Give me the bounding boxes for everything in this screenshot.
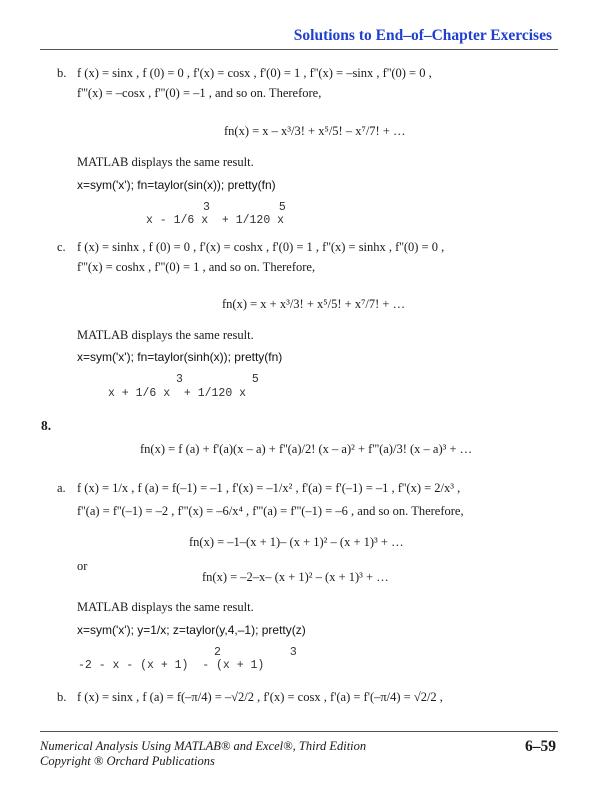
part-c-derivatives-line2: f'''(x) = coshx , f'''(0) = 1 , and so on. Therefore, [77,260,316,274]
part-b-matlab-note: MATLAB displays the same result. [77,155,254,169]
ex8-part-a-matlab-code: x=sym('x'); y=1/x; z=taylor(y,4,–1); pretty(z) [77,623,306,637]
ex8-part-a-derivatives-line1: f (x) = 1/x , f (a) = f(–1) = –1 , f'(x) = –1/x² , f'(a) = f'(–1) = –1 , f''(x) = 2/x³ , [77,481,461,495]
part-c-taylor-series: fn(x) = x + x³/3! + x⁵/5! + x⁷/7! + … [222,297,406,311]
footer-book-title: Numerical Analysis Using MATLAB® and Excel®, Third Edition [40,739,367,753]
part-c-matlab-code: x=sym('x'); fn=taylor(sinh(x)); pretty(fn) [77,350,283,364]
part-b-label: b. [57,66,67,80]
footer-divider [40,731,558,732]
ex8-part-a-or: or [77,559,88,573]
part-c-label: c. [57,240,66,254]
ex8-part-a-output-exponents: 2 3 [214,646,297,659]
part-b-derivatives-line2: f'''(x) = –cosx , f'''(0) = –1 , and so on. Therefore, [77,86,322,100]
part-c-matlab-note: MATLAB displays the same result. [77,328,254,342]
ex8-part-a-series-2: fn(x) = –2–x– (x + 1)² – (x + 1)³ + … [202,570,389,584]
part-b-taylor-series: fn(x) = x – x³/3! + x⁵/5! – x⁷/7! + … [224,124,406,138]
ex8-part-a-series-1: fn(x) = –1–(x + 1)– (x + 1)² – (x + 1)³ + … [189,535,404,549]
running-header-title: Solutions to End–of–Chapter Exercises [293,27,552,44]
page-number: 6–59 [525,738,556,755]
ex8-part-a-label: a. [57,481,66,495]
footer-copyright: Copyright ® Orchard Publications [40,754,215,768]
ex8-part-a-matlab-note: MATLAB displays the same result. [77,600,254,614]
part-b-output-exponents: 3 5 [203,201,286,214]
ex8-part-a-output: -2 - x - (x + 1) - (x + 1) [78,659,265,672]
ex8-part-a-derivatives-line2: f''(a) = f''(–1) = –2 , f'''(x) = –6/x⁴ , f'''(a) = f'''(–1) = –6 , and so on. Therefore, [77,504,464,518]
part-b-derivatives-line1: f (x) = sinx , f (0) = 0 , f'(x) = cosx , f'(0) = 1 , f''(x) = –sinx , f''(0) = 0 , [77,66,432,80]
ex8-part-b-derivatives-line1: f (x) = sinx , f (a) = f(–π/4) = –√2/2 , f'(x) = cosx , f'(a) = f'(–π/4) = √2/2 , [77,690,443,704]
taylor-formula: fn(x) = f (a) + f'(a)(x – a) + f''(a)/2! (x – a)² + f'''(a)/3! (x – a)³ + … [140,442,473,456]
part-b-matlab-code: x=sym('x'); fn=taylor(sin(x)); pretty(fn) [77,178,276,192]
part-c-output: x + 1/6 x + 1/120 x [108,387,247,400]
ex8-part-b-label: b. [57,690,67,704]
header-divider [40,49,558,50]
part-c-derivatives-line1: f (x) = sinhx , f (0) = 0 , f'(x) = coshx , f'(0) = 1 , f''(x) = sinhx , f''(0) = 0 , [77,240,445,254]
part-b-output: x - 1/6 x + 1/120 x [146,214,285,227]
exercise-number: 8. [41,418,52,433]
part-c-output-exponents: 3 5 [176,373,259,386]
